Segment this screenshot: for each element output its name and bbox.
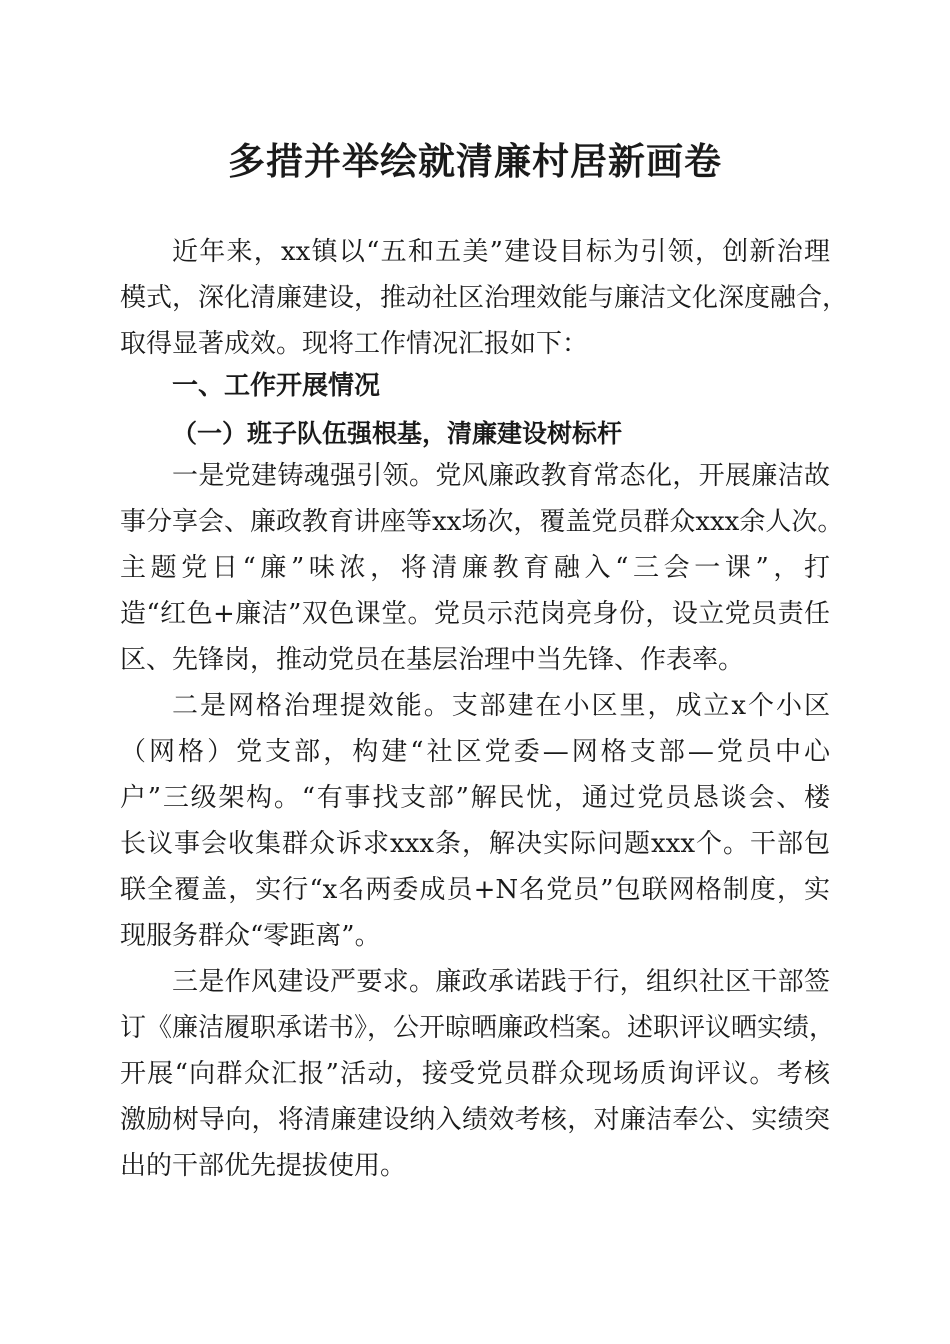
para1-line-5: 区、先锋岗，推动党员在基层治理中当先锋、作表率。	[120, 645, 745, 675]
para2-line-2: （网格）党支部，构建“社区党委—网格支部—党员中心	[120, 737, 830, 767]
para3-line-2: 订《廉洁履职承诺书》，公开晾晒廉政档案。述职评议晒实绩，	[120, 1013, 836, 1043]
para3-line-5: 出的干部优先提拔使用。	[120, 1151, 407, 1181]
para1-lead: 一是党建铸魂强引领。	[172, 461, 436, 491]
para3-lead: 三是作风建设严要求。	[172, 967, 436, 997]
intro-line-3: 取得显著成效。现将工作情况汇报如下：	[120, 329, 589, 359]
para1-line-4: 造“红色+廉洁”双色课堂。党员示范岗亮身份，设立党员责任	[120, 599, 830, 629]
para2-lead: 二是网格治理提效能。	[172, 691, 452, 721]
para1-line-1-text: 党风廉政教育常态化，开展廉洁故	[435, 461, 830, 491]
document-title: 多措并举绘就清廉村居新画卷	[228, 140, 722, 183]
para1-line-3: 主题党日“廉”味浓，将清廉教育融入“三会一课”，打	[120, 553, 830, 583]
intro-line-1: 近年来，xx镇以“五和五美”建设目标为引领，创新治理	[172, 237, 830, 267]
subsection-heading: （一）班子队伍强根基，清廉建设树标杆	[172, 419, 623, 448]
para3-line-1	[172, 965, 830, 999]
para2-line-3: 户”三级架构。“有事找支部”解民忧，通过党员恳谈会、楼	[120, 783, 830, 813]
para2-line-5: 联全覆盖，实行“x名两委成员+N名党员”包联网格制度，实	[120, 875, 830, 905]
para2-line-6: 现服务群众“零距离”。	[120, 921, 381, 951]
para3-line-3: 开展“向群众汇报”活动，接受党员群众现场质询评议。考核	[120, 1059, 830, 1089]
section-heading: 一、工作开展情况	[172, 371, 381, 401]
para1-line-2: 事分享会、廉政教育讲座等xx场次，覆盖党员群众xxx余人次。	[120, 507, 844, 537]
para3-line-4: 激励树导向，将清廉建设纳入绩效考核，对廉洁奉公、实绩突	[120, 1105, 830, 1135]
para2-line-1-text: 支部建在小区里，成立x个小区	[451, 691, 830, 721]
para2-line-4: 长议事会收集群众诉求xxx条，解决实际问题xxx个。干部包	[120, 829, 830, 859]
para1-line-1	[172, 459, 830, 493]
para3-line-1-text: 廉政承诺践于行，组织社区干部签	[435, 967, 830, 997]
para2-line-1	[172, 689, 830, 723]
intro-line-2: 模式，深化清廉建设，推动社区治理效能与廉洁文化深度融合，	[120, 283, 849, 313]
